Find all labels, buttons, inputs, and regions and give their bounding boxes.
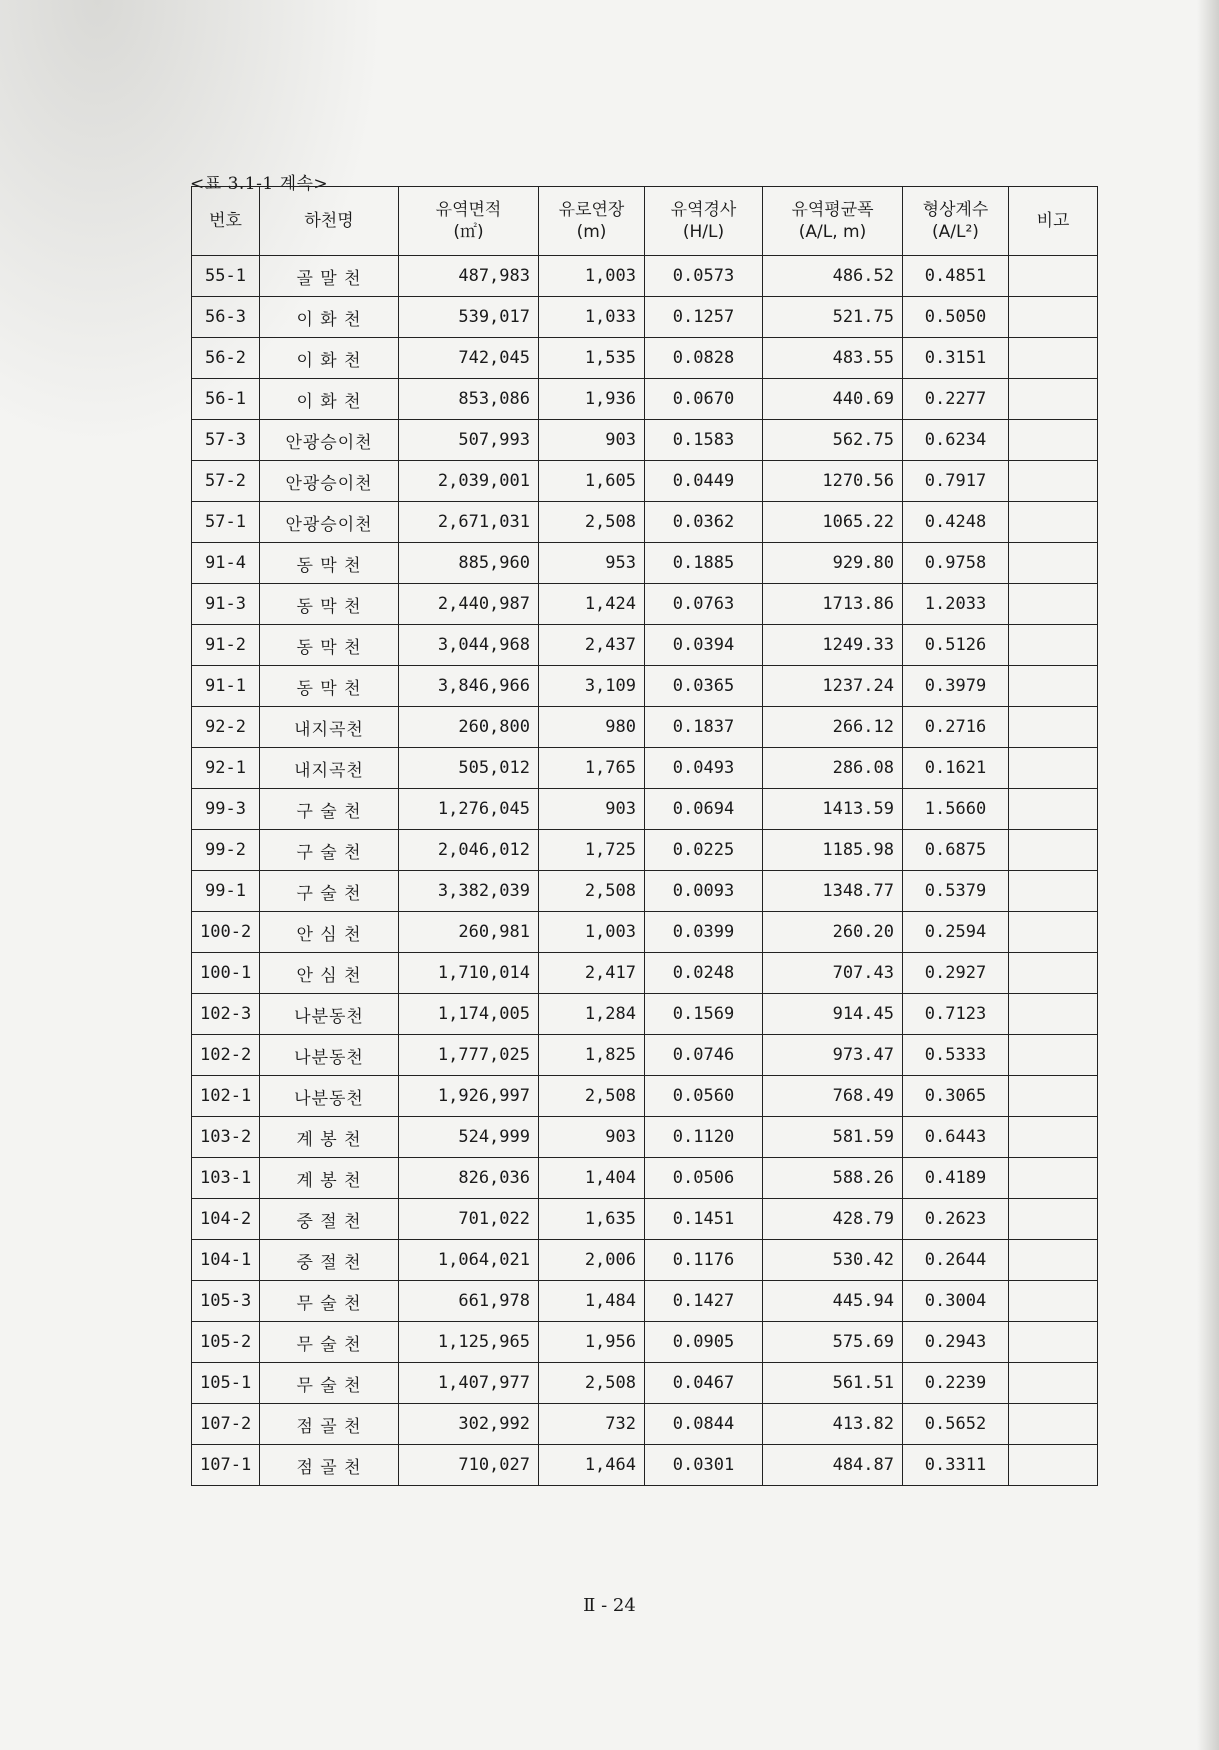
cell-river: 동 막 천 <box>260 625 399 666</box>
table-caption: <표 3.1-1 계속> <box>190 174 329 194</box>
cell-shape: 0.5652 <box>903 1404 1009 1445</box>
cell-no: 103-1 <box>192 1158 260 1199</box>
cell-no: 99-2 <box>192 830 260 871</box>
cell-shape: 0.2594 <box>903 912 1009 953</box>
cell-note <box>1009 1281 1098 1322</box>
table-row <box>192 338 1098 379</box>
cell-note <box>1009 1322 1098 1363</box>
cell-no: 91-2 <box>192 625 260 666</box>
cell-river: 점 골 천 <box>260 1445 399 1486</box>
cell-slope: 0.1837 <box>645 707 763 748</box>
cell-shape: 1.2033 <box>903 584 1009 625</box>
cell-length: 1,464 <box>539 1445 645 1486</box>
cell-width: 929.80 <box>763 543 903 584</box>
cell-note <box>1009 338 1098 379</box>
header-area-label: 유역면적 <box>435 200 502 220</box>
cell-river: 중 절 천 <box>260 1240 399 1281</box>
cell-area: 2,440,987 <box>399 584 539 625</box>
cell-note <box>1009 420 1098 461</box>
cell-width: 581.59 <box>763 1117 903 1158</box>
table-row <box>192 707 1098 748</box>
cell-shape: 0.2623 <box>903 1199 1009 1240</box>
cell-note <box>1009 502 1098 543</box>
cell-river: 이 화 천 <box>260 379 399 420</box>
page-number: Ⅱ - 24 <box>583 1595 636 1616</box>
cell-shape: 0.6875 <box>903 830 1009 871</box>
cell-area: 710,027 <box>399 1445 539 1486</box>
cell-slope: 0.0573 <box>645 256 763 297</box>
cell-shape: 0.2277 <box>903 379 1009 420</box>
cell-no: 57-3 <box>192 420 260 461</box>
cell-length: 1,284 <box>539 994 645 1035</box>
table-row <box>192 1035 1098 1076</box>
cell-note <box>1009 584 1098 625</box>
cell-width: 1065.22 <box>763 502 903 543</box>
cell-width: 588.26 <box>763 1158 903 1199</box>
header-length <box>539 187 645 256</box>
cell-area: 1,710,014 <box>399 953 539 994</box>
cell-length: 1,404 <box>539 1158 645 1199</box>
table-row <box>192 1363 1098 1404</box>
cell-length: 1,825 <box>539 1035 645 1076</box>
cell-width: 707.43 <box>763 953 903 994</box>
cell-shape: 0.6443 <box>903 1117 1009 1158</box>
cell-width: 260.20 <box>763 912 903 953</box>
cell-river: 안광승이천 <box>260 502 399 543</box>
cell-slope: 0.0560 <box>645 1076 763 1117</box>
cell-area: 1,777,025 <box>399 1035 539 1076</box>
header-note-label: 비고 <box>1036 211 1070 231</box>
cell-river: 골 말 천 <box>260 256 399 297</box>
cell-river: 안 심 천 <box>260 912 399 953</box>
watershed-table <box>191 186 1098 1486</box>
cell-shape: 0.9758 <box>903 543 1009 584</box>
cell-river: 내지곡천 <box>260 707 399 748</box>
cell-no: 99-1 <box>192 871 260 912</box>
cell-slope: 0.1176 <box>645 1240 763 1281</box>
cell-shape: 1.5660 <box>903 789 1009 830</box>
table-row <box>192 1076 1098 1117</box>
table-row <box>192 994 1098 1035</box>
cell-area: 260,800 <box>399 707 539 748</box>
header-shape-unit: (A/L²) <box>932 222 979 242</box>
header-slope-label: 유역경사 <box>670 200 737 220</box>
cell-area: 507,993 <box>399 420 539 461</box>
cell-width: 768.49 <box>763 1076 903 1117</box>
cell-note <box>1009 871 1098 912</box>
cell-shape: 0.3065 <box>903 1076 1009 1117</box>
header-river <box>260 187 399 256</box>
table-row <box>192 912 1098 953</box>
cell-shape: 0.5379 <box>903 871 1009 912</box>
table-row <box>192 1281 1098 1322</box>
cell-river: 무 술 천 <box>260 1363 399 1404</box>
cell-shape: 0.4851 <box>903 256 1009 297</box>
cell-note <box>1009 748 1098 789</box>
cell-slope: 0.1427 <box>645 1281 763 1322</box>
cell-no: 100-2 <box>192 912 260 953</box>
cell-length: 1,003 <box>539 912 645 953</box>
cell-width: 486.52 <box>763 256 903 297</box>
table-row <box>192 1445 1098 1486</box>
cell-area: 1,125,965 <box>399 1322 539 1363</box>
cell-slope: 0.0225 <box>645 830 763 871</box>
cell-slope: 0.0248 <box>645 953 763 994</box>
cell-shape: 0.2239 <box>903 1363 1009 1404</box>
cell-river: 점 골 천 <box>260 1404 399 1445</box>
cell-no: 92-2 <box>192 707 260 748</box>
cell-shape: 0.5050 <box>903 297 1009 338</box>
cell-slope: 0.1569 <box>645 994 763 1035</box>
table-row <box>192 830 1098 871</box>
cell-river: 안 심 천 <box>260 953 399 994</box>
cell-no: 104-2 <box>192 1199 260 1240</box>
cell-width: 562.75 <box>763 420 903 461</box>
cell-length: 2,437 <box>539 625 645 666</box>
cell-length: 2,508 <box>539 502 645 543</box>
cell-no: 55-1 <box>192 256 260 297</box>
cell-width: 575.69 <box>763 1322 903 1363</box>
cell-width: 428.79 <box>763 1199 903 1240</box>
cell-length: 1,033 <box>539 297 645 338</box>
cell-note <box>1009 1199 1098 1240</box>
header-length-label: 유로연장 <box>558 200 625 220</box>
header-area-unit: (㎡) <box>453 222 484 242</box>
cell-length: 1,765 <box>539 748 645 789</box>
cell-note <box>1009 994 1098 1035</box>
cell-length: 903 <box>539 1117 645 1158</box>
cell-slope: 0.0093 <box>645 871 763 912</box>
header-slope-unit: (H/L) <box>682 222 725 242</box>
table-row <box>192 502 1098 543</box>
table-row <box>192 379 1098 420</box>
cell-width: 1413.59 <box>763 789 903 830</box>
table-row <box>192 420 1098 461</box>
cell-river: 내지곡천 <box>260 748 399 789</box>
cell-no: 107-1 <box>192 1445 260 1486</box>
cell-shape: 0.3151 <box>903 338 1009 379</box>
cell-slope: 0.0365 <box>645 666 763 707</box>
cell-shape: 0.7123 <box>903 994 1009 1035</box>
cell-slope: 0.0763 <box>645 584 763 625</box>
table-row <box>192 297 1098 338</box>
cell-no: 92-1 <box>192 748 260 789</box>
cell-note <box>1009 1445 1098 1486</box>
cell-slope: 0.1451 <box>645 1199 763 1240</box>
header-width-unit: (A/L, m) <box>798 222 867 242</box>
cell-river: 계 봉 천 <box>260 1158 399 1199</box>
cell-no: 91-3 <box>192 584 260 625</box>
table-row <box>192 1117 1098 1158</box>
cell-river: 나분동천 <box>260 1035 399 1076</box>
header-width-label: 유역평균폭 <box>791 200 874 220</box>
cell-width: 1237.24 <box>763 666 903 707</box>
cell-note <box>1009 707 1098 748</box>
header-shape-label: 형상계수 <box>922 200 989 220</box>
cell-width: 484.87 <box>763 1445 903 1486</box>
cell-shape: 0.5333 <box>903 1035 1009 1076</box>
cell-shape: 0.4189 <box>903 1158 1009 1199</box>
cell-river: 안광승이천 <box>260 420 399 461</box>
cell-slope: 0.0301 <box>645 1445 763 1486</box>
cell-area: 505,012 <box>399 748 539 789</box>
cell-note <box>1009 1076 1098 1117</box>
cell-area: 260,981 <box>399 912 539 953</box>
cell-length: 2,417 <box>539 953 645 994</box>
cell-shape: 0.1621 <box>903 748 1009 789</box>
table-row <box>192 789 1098 830</box>
cell-river: 이 화 천 <box>260 297 399 338</box>
cell-slope: 0.1120 <box>645 1117 763 1158</box>
cell-area: 701,022 <box>399 1199 539 1240</box>
cell-length: 903 <box>539 789 645 830</box>
cell-area: 539,017 <box>399 297 539 338</box>
cell-slope: 0.1257 <box>645 297 763 338</box>
cell-width: 286.08 <box>763 748 903 789</box>
cell-note <box>1009 830 1098 871</box>
table-row <box>192 1240 1098 1281</box>
cell-slope: 0.0394 <box>645 625 763 666</box>
cell-length: 1,956 <box>539 1322 645 1363</box>
cell-note <box>1009 297 1098 338</box>
table-row <box>192 543 1098 584</box>
cell-shape: 0.2716 <box>903 707 1009 748</box>
cell-width: 440.69 <box>763 379 903 420</box>
cell-area: 1,926,997 <box>399 1076 539 1117</box>
cell-slope: 0.0506 <box>645 1158 763 1199</box>
cell-no: 102-2 <box>192 1035 260 1076</box>
cell-note <box>1009 1035 1098 1076</box>
cell-slope: 0.0399 <box>645 912 763 953</box>
cell-width: 413.82 <box>763 1404 903 1445</box>
cell-slope: 0.1885 <box>645 543 763 584</box>
header-no <box>192 187 260 256</box>
cell-slope: 0.0828 <box>645 338 763 379</box>
cell-note <box>1009 789 1098 830</box>
cell-river: 이 화 천 <box>260 338 399 379</box>
table-row <box>192 871 1098 912</box>
cell-river: 구 술 천 <box>260 871 399 912</box>
cell-slope: 0.0844 <box>645 1404 763 1445</box>
cell-width: 530.42 <box>763 1240 903 1281</box>
cell-slope: 0.0362 <box>645 502 763 543</box>
cell-no: 91-1 <box>192 666 260 707</box>
cell-length: 903 <box>539 420 645 461</box>
table-row <box>192 1404 1098 1445</box>
cell-no: 56-2 <box>192 338 260 379</box>
cell-length: 1,725 <box>539 830 645 871</box>
cell-river: 중 절 천 <box>260 1199 399 1240</box>
cell-no: 56-1 <box>192 379 260 420</box>
cell-note <box>1009 1158 1098 1199</box>
cell-shape: 0.3004 <box>903 1281 1009 1322</box>
cell-width: 1249.33 <box>763 625 903 666</box>
table-row <box>192 461 1098 502</box>
header-shape <box>903 187 1009 256</box>
cell-river: 계 봉 천 <box>260 1117 399 1158</box>
cell-area: 661,978 <box>399 1281 539 1322</box>
cell-area: 2,671,031 <box>399 502 539 543</box>
cell-width: 483.55 <box>763 338 903 379</box>
cell-length: 2,508 <box>539 1076 645 1117</box>
cell-no: 107-2 <box>192 1404 260 1445</box>
cell-length: 3,109 <box>539 666 645 707</box>
cell-no: 102-1 <box>192 1076 260 1117</box>
cell-area: 3,846,966 <box>399 666 539 707</box>
cell-slope: 0.0449 <box>645 461 763 502</box>
cell-width: 1713.86 <box>763 584 903 625</box>
cell-note <box>1009 461 1098 502</box>
cell-note <box>1009 1363 1098 1404</box>
cell-no: 100-1 <box>192 953 260 994</box>
cell-area: 302,992 <box>399 1404 539 1445</box>
cell-no: 103-2 <box>192 1117 260 1158</box>
cell-no: 57-2 <box>192 461 260 502</box>
cell-shape: 0.5126 <box>903 625 1009 666</box>
cell-length: 1,424 <box>539 584 645 625</box>
table-row <box>192 953 1098 994</box>
cell-shape: 0.2644 <box>903 1240 1009 1281</box>
cell-length: 1,003 <box>539 256 645 297</box>
cell-note <box>1009 666 1098 707</box>
cell-area: 885,960 <box>399 543 539 584</box>
cell-area: 1,064,021 <box>399 1240 539 1281</box>
cell-shape: 0.3979 <box>903 666 1009 707</box>
cell-slope: 0.0905 <box>645 1322 763 1363</box>
cell-width: 1348.77 <box>763 871 903 912</box>
table-row <box>192 748 1098 789</box>
table-row <box>192 1322 1098 1363</box>
cell-river: 나분동천 <box>260 994 399 1035</box>
cell-shape: 0.4248 <box>903 502 1009 543</box>
cell-river: 구 술 천 <box>260 830 399 871</box>
header-slope <box>645 187 763 256</box>
cell-note <box>1009 1404 1098 1445</box>
table-row <box>192 584 1098 625</box>
cell-river: 안광승이천 <box>260 461 399 502</box>
cell-shape: 0.6234 <box>903 420 1009 461</box>
cell-note <box>1009 379 1098 420</box>
header-width <box>763 187 903 256</box>
table-header-row <box>192 187 1098 256</box>
table-row <box>192 625 1098 666</box>
cell-area: 1,174,005 <box>399 994 539 1035</box>
cell-area: 1,276,045 <box>399 789 539 830</box>
table-row <box>192 666 1098 707</box>
cell-length: 1,635 <box>539 1199 645 1240</box>
cell-length: 732 <box>539 1404 645 1445</box>
cell-river: 동 막 천 <box>260 584 399 625</box>
cell-area: 2,039,001 <box>399 461 539 502</box>
cell-slope: 0.0670 <box>645 379 763 420</box>
cell-river: 무 술 천 <box>260 1322 399 1363</box>
header-note <box>1009 187 1098 256</box>
cell-note <box>1009 625 1098 666</box>
table-row <box>192 1199 1098 1240</box>
cell-length: 980 <box>539 707 645 748</box>
cell-note <box>1009 912 1098 953</box>
cell-length: 1,605 <box>539 461 645 502</box>
cell-river: 무 술 천 <box>260 1281 399 1322</box>
cell-slope: 0.1583 <box>645 420 763 461</box>
cell-width: 561.51 <box>763 1363 903 1404</box>
cell-area: 524,999 <box>399 1117 539 1158</box>
cell-width: 914.45 <box>763 994 903 1035</box>
cell-length: 2,508 <box>539 1363 645 1404</box>
cell-area: 2,046,012 <box>399 830 539 871</box>
cell-shape: 0.7917 <box>903 461 1009 502</box>
header-area <box>399 187 539 256</box>
cell-slope: 0.0467 <box>645 1363 763 1404</box>
cell-width: 445.94 <box>763 1281 903 1322</box>
cell-no: 105-2 <box>192 1322 260 1363</box>
cell-river: 동 막 천 <box>260 543 399 584</box>
cell-note <box>1009 256 1098 297</box>
cell-shape: 0.2927 <box>903 953 1009 994</box>
cell-shape: 0.2943 <box>903 1322 1009 1363</box>
header-no-label: 번호 <box>209 211 242 231</box>
cell-area: 487,983 <box>399 256 539 297</box>
cell-no: 105-1 <box>192 1363 260 1404</box>
cell-no: 57-1 <box>192 502 260 543</box>
cell-no: 91-4 <box>192 543 260 584</box>
cell-length: 1,484 <box>539 1281 645 1322</box>
cell-shape: 0.3311 <box>903 1445 1009 1486</box>
cell-length: 1,936 <box>539 379 645 420</box>
header-river-label: 하천명 <box>304 211 354 231</box>
cell-slope: 0.0694 <box>645 789 763 830</box>
cell-area: 826,036 <box>399 1158 539 1199</box>
cell-no: 104-1 <box>192 1240 260 1281</box>
cell-length: 1,535 <box>539 338 645 379</box>
cell-width: 521.75 <box>763 297 903 338</box>
cell-no: 56-3 <box>192 297 260 338</box>
cell-river: 구 술 천 <box>260 789 399 830</box>
table-row <box>192 256 1098 297</box>
header-length-unit: (m) <box>576 222 607 242</box>
cell-slope: 0.0493 <box>645 748 763 789</box>
cell-note <box>1009 1117 1098 1158</box>
cell-width: 973.47 <box>763 1035 903 1076</box>
cell-river: 동 막 천 <box>260 666 399 707</box>
cell-area: 3,044,968 <box>399 625 539 666</box>
cell-length: 2,508 <box>539 871 645 912</box>
cell-area: 1,407,977 <box>399 1363 539 1404</box>
cell-slope: 0.0746 <box>645 1035 763 1076</box>
cell-length: 953 <box>539 543 645 584</box>
cell-no: 102-3 <box>192 994 260 1035</box>
cell-area: 742,045 <box>399 338 539 379</box>
cell-area: 3,382,039 <box>399 871 539 912</box>
cell-width: 266.12 <box>763 707 903 748</box>
cell-length: 2,006 <box>539 1240 645 1281</box>
cell-no: 105-3 <box>192 1281 260 1322</box>
cell-area: 853,086 <box>399 379 539 420</box>
cell-note <box>1009 1240 1098 1281</box>
cell-no: 99-3 <box>192 789 260 830</box>
cell-note <box>1009 953 1098 994</box>
cell-width: 1185.98 <box>763 830 903 871</box>
table-row <box>192 1158 1098 1199</box>
cell-width: 1270.56 <box>763 461 903 502</box>
cell-river: 나분동천 <box>260 1076 399 1117</box>
cell-note <box>1009 543 1098 584</box>
